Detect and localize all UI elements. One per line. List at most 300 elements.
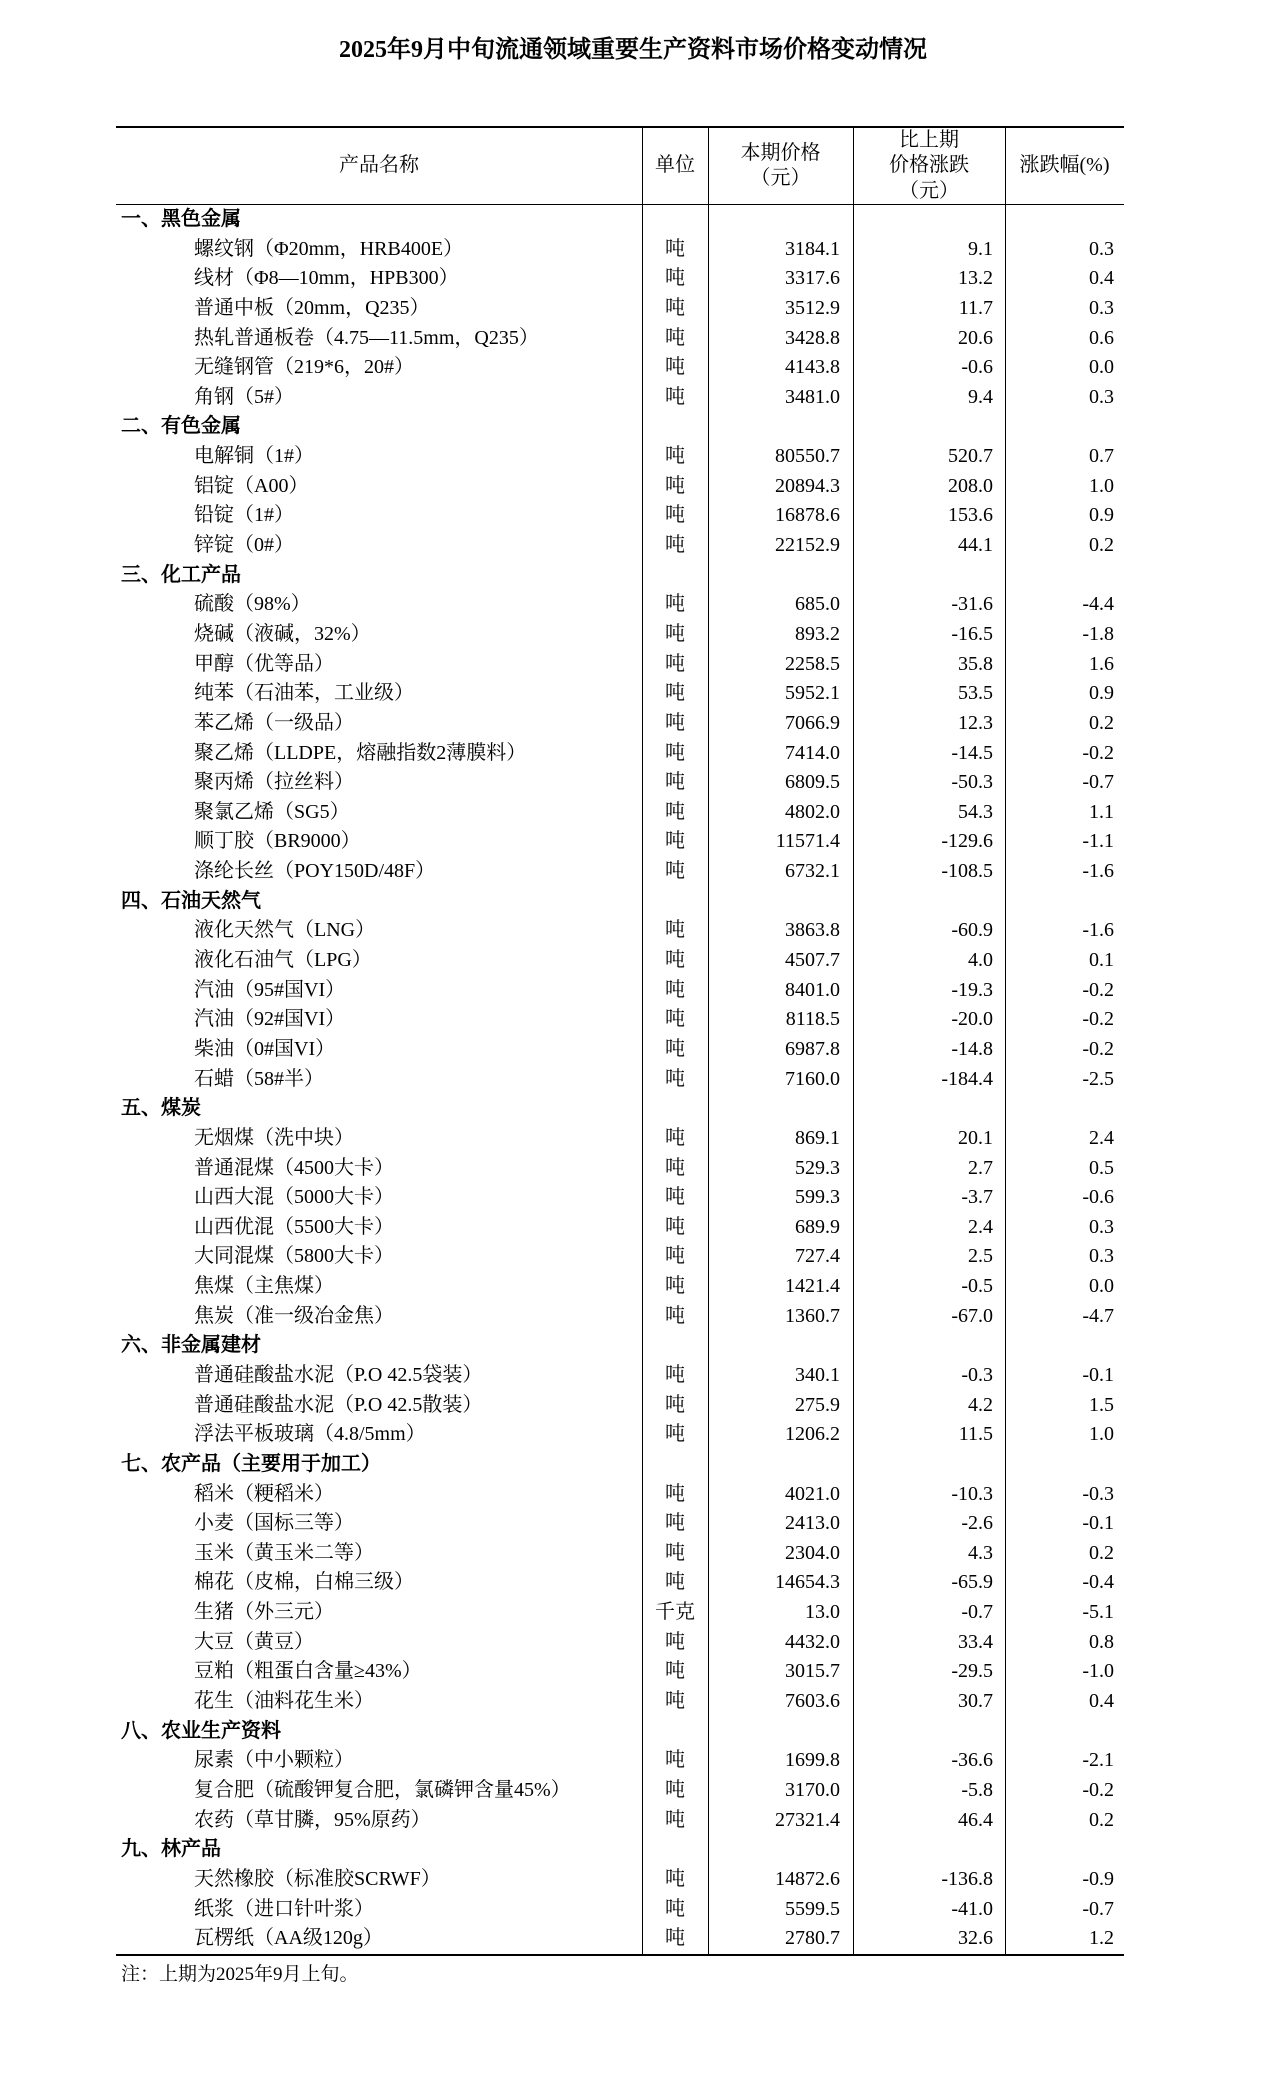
current-price-cell: 8401.0 [785,978,840,1001]
current-price-cell: 80550.7 [775,445,840,468]
change-percent-cell: 1.6 [1089,652,1114,675]
change-percent-cell: 0.4 [1089,267,1114,290]
header-price-change-line3: （元） [899,179,959,202]
current-price-cell: 2413.0 [785,1512,840,1535]
unit-cell: 吨 [665,1630,685,1653]
product-name-cell: 焦炭（准一级冶金焦） [194,1304,394,1327]
price-table [116,126,1124,1956]
table-row [116,1272,1124,1302]
current-price-cell: 1421.4 [785,1275,840,1298]
current-price-cell: 3317.6 [785,267,840,290]
current-price-cell: 2780.7 [785,1927,840,1950]
unit-cell: 吨 [665,593,685,616]
price-change-cell: 54.3 [958,800,993,823]
current-price-cell: 14654.3 [775,1571,840,1594]
change-percent-cell: 0.1 [1089,949,1114,972]
table-row [116,1242,1124,1272]
price-change-cell: -0.5 [961,1275,993,1298]
current-price-cell: 4021.0 [785,1482,840,1505]
price-change-cell: 208.0 [948,474,993,497]
price-change-cell: 53.5 [958,682,993,705]
column-divider [853,128,854,1954]
table-row [116,976,1124,1006]
product-name-cell: 花生（油料花生米） [194,1690,374,1713]
unit-cell: 吨 [665,800,685,823]
price-change-cell: -67.0 [951,1304,993,1327]
category-label: 五、煤炭 [121,1097,201,1120]
header-unit [642,128,708,204]
unit-cell: 吨 [665,711,685,734]
product-name-cell: 天然橡胶（标准胶SCRWF） [194,1867,441,1890]
current-price-cell: 689.9 [795,1215,840,1238]
product-name-cell: 汽油（92#国VI） [194,1008,346,1031]
current-price-cell: 1360.7 [785,1304,840,1327]
category-label: 四、石油天然气 [121,889,261,912]
product-name-cell: 聚乙烯（LLDPE，熔融指数2薄膜料） [194,741,527,764]
table-row [116,501,1124,531]
change-percent-cell: -0.9 [1082,1867,1114,1890]
table-header [116,128,1124,205]
price-change-cell: -14.8 [951,1037,993,1060]
unit-cell: 吨 [665,919,685,942]
product-name-cell: 瓦楞纸（AA级120g） [194,1927,383,1950]
column-divider [642,128,643,1954]
price-change-cell: -29.5 [951,1660,993,1683]
current-price-cell: 14872.6 [775,1867,840,1890]
change-percent-cell: -0.6 [1082,1186,1114,1209]
price-change-cell: -2.6 [961,1512,993,1535]
current-price-cell: 529.3 [795,1156,840,1179]
current-price-cell: 27321.4 [775,1808,840,1831]
table-row [116,264,1124,294]
product-name-cell: 普通硅酸盐水泥（P.O 42.5散装） [194,1393,483,1416]
price-change-cell: -3.7 [961,1186,993,1209]
product-name-cell: 豆粕（粗蛋白含量≥43%） [194,1660,422,1683]
unit-cell: 吨 [665,830,685,853]
product-name-cell: 小麦（国标三等） [194,1512,354,1535]
table-row [116,709,1124,739]
unit-cell: 吨 [665,1423,685,1446]
header-product-name-label: 产品名称 [339,154,419,177]
change-percent-cell: -0.1 [1082,1512,1114,1535]
table-row [116,768,1124,798]
change-percent-cell: -0.1 [1082,1363,1114,1386]
price-change-cell: -50.3 [951,771,993,794]
table-row [116,1628,1124,1658]
category-label: 八、农业生产资料 [121,1719,281,1742]
price-change-cell: -0.7 [961,1601,993,1624]
price-change-cell: 32.6 [958,1927,993,1950]
unit-cell: 吨 [665,267,685,290]
current-price-cell: 6732.1 [785,860,840,883]
price-change-cell: 4.3 [968,1541,993,1564]
unit-cell: 吨 [665,1304,685,1327]
table-row [116,442,1124,472]
current-price-cell: 3015.7 [785,1660,840,1683]
price-change-cell: 9.1 [968,237,993,260]
table-row [116,324,1124,354]
table-row [116,798,1124,828]
change-percent-cell: 0.5 [1089,1156,1114,1179]
table-row [116,827,1124,857]
change-percent-cell: 0.2 [1089,534,1114,557]
change-percent-cell: -0.2 [1082,1008,1114,1031]
current-price-cell: 3512.9 [785,296,840,319]
product-name-cell: 液化石油气（LPG） [194,949,372,972]
change-percent-cell: -0.4 [1082,1571,1114,1594]
category-label: 九、林产品 [121,1838,221,1861]
product-name-cell: 稻米（粳稻米） [194,1482,334,1505]
current-price-cell: 11571.4 [775,830,840,853]
unit-cell: 吨 [665,237,685,260]
table-row [116,1124,1124,1154]
header-current-price-line1: 本期价格 [740,141,821,164]
unit-cell: 吨 [665,474,685,497]
product-name-cell: 生猪（外三元） [194,1601,334,1624]
price-change-cell: 46.4 [958,1808,993,1831]
category-row [116,1717,1124,1747]
current-price-cell: 8118.5 [785,1008,840,1031]
product-name-cell: 聚丙烯（拉丝料） [194,771,354,794]
change-percent-cell: -0.7 [1082,1897,1114,1920]
table-row [116,531,1124,561]
unit-cell: 吨 [665,356,685,379]
category-label: 六、非金属建材 [121,1334,261,1357]
table-row [116,353,1124,383]
price-change-cell: -5.8 [961,1778,993,1801]
product-name-cell: 无烟煤（洗中块） [194,1126,354,1149]
unit-cell: 吨 [665,949,685,972]
price-change-cell: 4.0 [968,949,993,972]
price-change-cell: -136.8 [941,1867,993,1890]
unit-cell: 吨 [665,445,685,468]
category-label: 七、农产品（主要用于加工） [121,1452,381,1475]
unit-cell: 吨 [665,1808,685,1831]
current-price-cell: 869.1 [795,1126,840,1149]
product-name-cell: 焦煤（主焦煤） [194,1275,334,1298]
change-percent-cell: 0.9 [1089,504,1114,527]
unit-cell: 吨 [665,504,685,527]
header-change-percent [1005,128,1124,204]
change-percent-cell: 1.5 [1089,1393,1114,1416]
table-row [116,383,1124,413]
price-change-cell: 35.8 [958,652,993,675]
category-row [116,1094,1124,1124]
current-price-cell: 3863.8 [785,919,840,942]
change-percent-cell: 2.4 [1089,1126,1114,1149]
change-percent-cell: -0.2 [1082,741,1114,764]
page-title: 2025年9月中旬流通领域重要生产资料市场价格变动情况 [339,37,927,63]
change-percent-cell: 1.0 [1089,474,1114,497]
current-price-cell: 22152.9 [775,534,840,557]
current-price-cell: 3184.1 [785,237,840,260]
current-price-cell: 2258.5 [785,652,840,675]
unit-cell: 吨 [665,1156,685,1179]
unit-cell: 吨 [665,652,685,675]
change-percent-cell: -1.6 [1082,919,1114,942]
current-price-cell: 5599.5 [785,1897,840,1920]
table-row [116,1895,1124,1925]
header-unit-label: 单位 [655,154,695,177]
table-row [116,590,1124,620]
current-price-cell: 16878.6 [775,504,840,527]
product-name-cell: 浮法平板玻璃（4.8/5mm） [194,1423,426,1446]
product-name-cell: 纸浆（进口针叶浆） [194,1897,374,1920]
product-name-cell: 普通硅酸盐水泥（P.O 42.5袋装） [194,1363,483,1386]
change-percent-cell: 0.2 [1089,1541,1114,1564]
current-price-cell: 275.9 [795,1393,840,1416]
unit-cell: 吨 [665,326,685,349]
category-row [116,1331,1124,1361]
price-change-cell: 13.2 [958,267,993,290]
column-divider [1005,128,1006,1954]
category-label: 一、黑色金属 [121,208,241,230]
price-change-cell: -184.4 [941,1067,993,1090]
header-price-change-line2: 价格涨跌 [889,154,969,177]
current-price-cell: 3170.0 [785,1778,840,1801]
product-name-cell: 铅锭（1#） [194,504,294,527]
current-price-cell: 7160.0 [785,1067,840,1090]
product-name-cell: 无缝钢管（219*6，20#） [194,356,414,379]
current-price-cell: 3428.8 [785,326,840,349]
change-percent-cell: -0.2 [1082,1778,1114,1801]
category-row [116,1835,1124,1865]
price-change-cell: 520.7 [948,445,993,468]
table-row [116,1480,1124,1510]
current-price-cell: 4432.0 [785,1630,840,1653]
price-change-cell: 4.2 [968,1393,993,1416]
unit-cell: 吨 [665,1037,685,1060]
price-change-cell: -129.6 [941,830,993,853]
price-change-cell: -10.3 [951,1482,993,1505]
product-name-cell: 复合肥（硫酸钾复合肥，氯磷钾含量45%） [194,1778,571,1801]
unit-cell: 吨 [665,1393,685,1416]
header-change-percent-label: 涨跌幅(%) [1019,154,1110,177]
table-row [116,1509,1124,1539]
change-percent-cell: 0.2 [1089,1808,1114,1831]
table-row [116,916,1124,946]
table-row [116,1302,1124,1332]
product-name-cell: 甲醇（优等品） [194,652,334,675]
product-name-cell: 大同混煤（5800大卡） [194,1245,394,1268]
price-change-cell: 2.7 [968,1156,993,1179]
unit-cell: 吨 [665,1126,685,1149]
change-percent-cell: 1.2 [1089,1927,1114,1950]
change-percent-cell: -2.5 [1082,1067,1114,1090]
unit-cell: 吨 [665,1215,685,1238]
product-name-cell: 苯乙烯（一级品） [194,711,354,734]
change-percent-cell: -4.4 [1082,593,1114,616]
product-name-cell: 纯苯（石油苯，工业级） [194,682,414,705]
product-name-cell: 大豆（黄豆） [194,1630,314,1653]
change-percent-cell: 0.3 [1089,237,1114,260]
unit-cell: 吨 [665,1482,685,1505]
table-row [116,857,1124,887]
table-row [116,679,1124,709]
price-change-cell: 11.5 [958,1423,993,1446]
price-change-cell: 20.1 [958,1126,993,1149]
product-name-cell: 线材（Φ8—10mm，HPB300） [194,267,459,290]
table-row [116,1539,1124,1569]
unit-cell: 吨 [665,1897,685,1920]
product-name-cell: 玉米（黄玉米二等） [194,1541,374,1564]
table-row [116,1924,1124,1954]
header-current-price-line2: （元） [750,167,811,189]
table-row [116,294,1124,324]
table-row [116,235,1124,265]
table-row [116,1183,1124,1213]
product-name-cell: 棉花（皮棉，白棉三级） [194,1571,414,1594]
unit-cell: 吨 [665,1660,685,1683]
current-price-cell: 1206.2 [785,1423,840,1446]
current-price-cell: 340.1 [795,1363,840,1386]
unit-cell: 吨 [665,1363,685,1386]
change-percent-cell: -0.2 [1082,1037,1114,1060]
product-name-cell: 山西优混（5500大卡） [194,1215,394,1238]
current-price-cell: 20894.3 [775,474,840,497]
current-price-cell: 4143.8 [785,356,840,379]
unit-cell: 吨 [665,1541,685,1564]
change-percent-cell: -4.7 [1082,1304,1114,1327]
price-change-cell: -108.5 [941,860,993,883]
change-percent-cell: -1.8 [1082,622,1114,645]
change-percent-cell: 0.4 [1089,1690,1114,1713]
current-price-cell: 3481.0 [785,385,840,408]
price-change-cell: -41.0 [951,1897,993,1920]
unit-cell: 吨 [665,296,685,319]
current-price-cell: 7414.0 [785,741,840,764]
current-price-cell: 893.2 [795,622,840,645]
change-percent-cell: 0.0 [1089,1275,1114,1298]
price-change-cell: -31.6 [951,593,993,616]
category-row [116,205,1124,235]
table-row [116,1391,1124,1421]
price-change-cell: 33.4 [958,1630,993,1653]
table-row [116,1598,1124,1628]
price-change-cell: 11.7 [958,296,993,319]
unit-cell: 吨 [665,1067,685,1090]
product-name-cell: 涤纶长丝（POY150D/48F） [194,860,436,883]
column-divider [708,128,709,1954]
category-row [116,561,1124,591]
current-price-cell: 685.0 [795,593,840,616]
price-change-cell: 44.1 [958,534,993,557]
change-percent-cell: 0.3 [1089,1215,1114,1238]
change-percent-cell: 0.3 [1089,296,1114,319]
change-percent-cell: -5.1 [1082,1601,1114,1624]
product-name-cell: 汽油（95#国VI） [194,978,346,1001]
unit-cell: 吨 [665,682,685,705]
header-price-change-line1: 比上期 [899,128,959,151]
unit-cell: 吨 [665,741,685,764]
price-change-cell: -0.6 [961,356,993,379]
product-name-cell: 锌锭（0#） [194,534,294,557]
table-row [116,1746,1124,1776]
header-current-price [708,128,853,204]
change-percent-cell: 0.3 [1089,385,1114,408]
header-price-change [853,128,1005,204]
current-price-cell: 6809.5 [785,771,840,794]
unit-cell: 吨 [665,385,685,408]
table-row [116,946,1124,976]
unit-cell: 吨 [665,771,685,794]
unit-cell: 吨 [665,1512,685,1535]
product-name-cell: 电解铜（1#） [194,445,314,468]
table-row [116,620,1124,650]
price-change-cell: 2.5 [968,1245,993,1268]
product-name-cell: 螺纹钢（Φ20mm，HRB400E） [194,237,464,260]
table-row [116,739,1124,769]
header-product-name [116,128,642,204]
unit-cell: 吨 [665,1867,685,1890]
current-price-cell: 727.4 [795,1245,840,1268]
price-change-cell: -16.5 [951,622,993,645]
price-change-cell: -19.3 [951,978,993,1001]
price-change-cell: 20.6 [958,326,993,349]
change-percent-cell: 0.0 [1089,356,1114,379]
price-change-cell: -60.9 [951,919,993,942]
current-price-cell: 4802.0 [785,800,840,823]
product-name-cell: 普通混煤（4500大卡） [194,1156,394,1179]
product-name-cell: 山西大混（5000大卡） [194,1186,394,1209]
change-percent-cell: -0.2 [1082,978,1114,1001]
change-percent-cell: -2.1 [1082,1749,1114,1772]
current-price-cell: 1699.8 [785,1749,840,1772]
change-percent-cell: -0.3 [1082,1482,1114,1505]
price-change-cell: -14.5 [951,741,993,764]
unit-cell: 吨 [665,1927,685,1950]
product-name-cell: 聚氯乙烯（SG5） [194,800,350,823]
price-change-cell: 12.3 [958,711,993,734]
current-price-cell: 6987.8 [785,1037,840,1060]
product-name-cell: 角钢（5#） [194,385,294,408]
table-row [116,1865,1124,1895]
current-price-cell: 599.3 [795,1186,840,1209]
current-price-cell: 2304.0 [785,1541,840,1564]
change-percent-cell: -1.1 [1082,830,1114,853]
price-change-cell: -0.3 [961,1363,993,1386]
unit-cell: 吨 [665,1690,685,1713]
table-body [116,205,1124,1954]
product-name-cell: 柴油（0#国VI） [194,1037,336,1060]
table-row [116,1213,1124,1243]
change-percent-cell: 0.3 [1089,1245,1114,1268]
product-name-cell: 石蜡（58#半） [194,1067,324,1090]
table-row [116,1657,1124,1687]
unit-cell: 吨 [665,860,685,883]
change-percent-cell: -1.6 [1082,860,1114,883]
unit-cell: 吨 [665,978,685,1001]
product-name-cell: 硫酸（98%） [194,593,311,616]
unit-cell: 吨 [665,534,685,557]
table-row [116,1361,1124,1391]
current-price-cell: 4507.7 [785,949,840,972]
change-percent-cell: 1.0 [1089,1423,1114,1446]
table-row [116,1035,1124,1065]
change-percent-cell: -1.0 [1082,1660,1114,1683]
current-price-cell: 5952.1 [785,682,840,705]
unit-cell: 吨 [665,1186,685,1209]
change-percent-cell: 1.1 [1089,800,1114,823]
change-percent-cell: 0.7 [1089,445,1114,468]
change-percent-cell: 0.2 [1089,711,1114,734]
product-name-cell: 热轧普通板卷（4.75—11.5mm，Q235） [194,326,539,349]
price-change-cell: 30.7 [958,1690,993,1713]
table-row [116,1687,1124,1717]
price-change-cell: 2.4 [968,1215,993,1238]
change-percent-cell: 0.9 [1089,682,1114,705]
category-label: 三、化工产品 [121,563,241,586]
